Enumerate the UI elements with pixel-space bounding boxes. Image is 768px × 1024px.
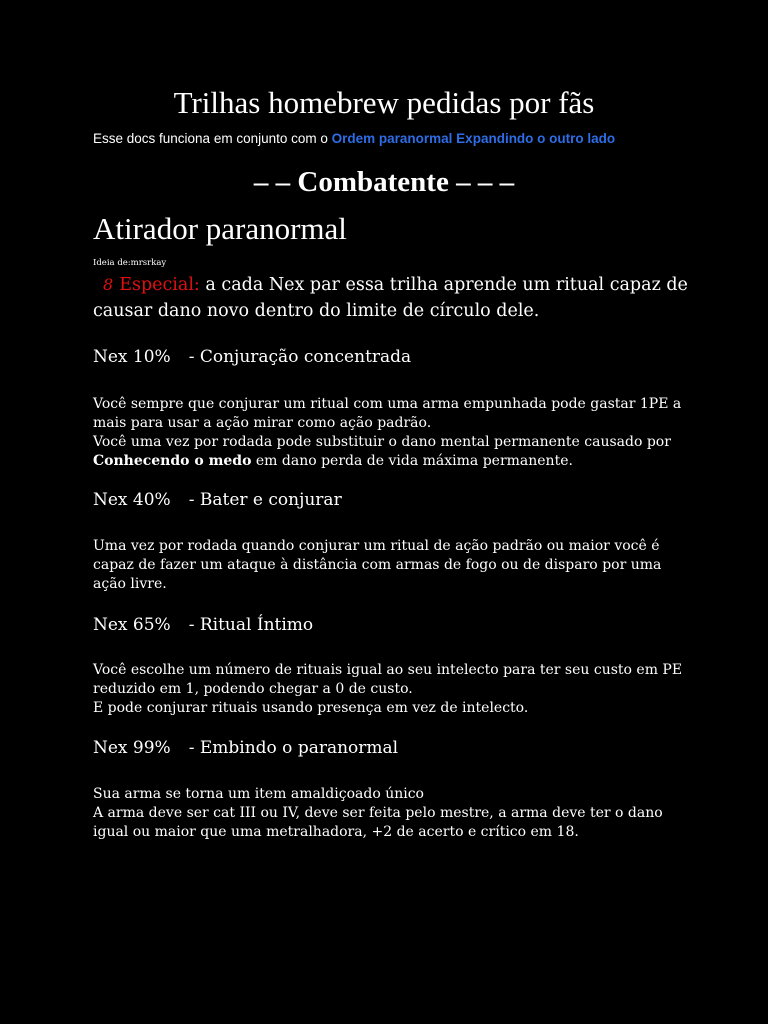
nex-40-description — [93, 537, 693, 594]
ability-name: - Embindo o paranormal — [188, 738, 399, 758]
nex-10-description — [93, 395, 693, 471]
intro-paragraph — [93, 131, 615, 146]
author-credit: Ideia de:mrsrkay — [93, 258, 167, 268]
nex-65-description — [93, 661, 693, 718]
description-line: A arma deve ser cat III ou IV, deve ser feita pelo mestre, a arma deve ter o dano igual ou maior que uma metralhadora, +2 de acerto e crítico em 18. — [93, 805, 663, 840]
ability-name: - Ritual Íntimo — [188, 615, 314, 635]
description-line: Você escolhe um número de rituais igual ao seu intelecto para ter seu custo em PE reduzido em 1, podendo chegar a 0 de custo. — [93, 662, 683, 697]
ability-name: - Bater e conjurar — [188, 490, 342, 510]
intro-text: Esse docs funciona em conjunto com o — [93, 131, 332, 146]
description-line: Sua arma se torna um item amaldiçoado único — [93, 786, 424, 802]
intro-link[interactable]: Ordem paranormal Expandindo o outro lado — [331, 131, 616, 146]
ability-reference: Conhecendo o medo — [93, 453, 252, 469]
nex-level: Nex 10% — [93, 347, 171, 367]
special-label: Especial: — [119, 275, 200, 295]
special-mark: 8 — [103, 275, 114, 294]
description-line: E pode conjurar rituais usando presença em vez de intelecto. — [93, 700, 529, 716]
nex-level: Nex 65% — [93, 615, 171, 635]
nex-99-heading — [93, 738, 398, 758]
section-heading: – – Combatente – – – — [253, 166, 515, 198]
special-text: a cada Nex par essa trilha aprende um ritual capaz de causar dano novo dentro do limite de círculo dele. — [93, 275, 688, 321]
nex-10-heading — [93, 347, 411, 367]
description-line: Uma vez por rodada quando conjurar um ritual de ação padrão ou maior você é capaz de fazer um ataque à distância com armas de fogo ou de disparo por uma ação livre. — [93, 538, 662, 592]
nex-99-description — [93, 785, 693, 842]
ability-name: - Conjuração concentrada — [188, 347, 412, 367]
nex-65-heading — [93, 615, 313, 635]
description-line: Você uma vez por rodada pode substituir o dano mental permanente causado por Conhecendo o medo em dano perda de vida máxima permanente. — [93, 434, 671, 469]
document-title: Trilhas homebrew pedidas por fãs — [173, 85, 595, 120]
nex-40-heading — [93, 490, 342, 510]
nex-level: Nex 99% — [93, 738, 171, 758]
nex-level: Nex 40% — [93, 490, 171, 510]
trail-title: Atirador paranormal — [93, 211, 347, 246]
description-line: Você sempre que conjurar um ritual com uma arma empunhada pode gastar 1PE a mais para usar a ação mirar como ação padrão. — [93, 396, 682, 431]
special-paragraph — [93, 272, 693, 324]
